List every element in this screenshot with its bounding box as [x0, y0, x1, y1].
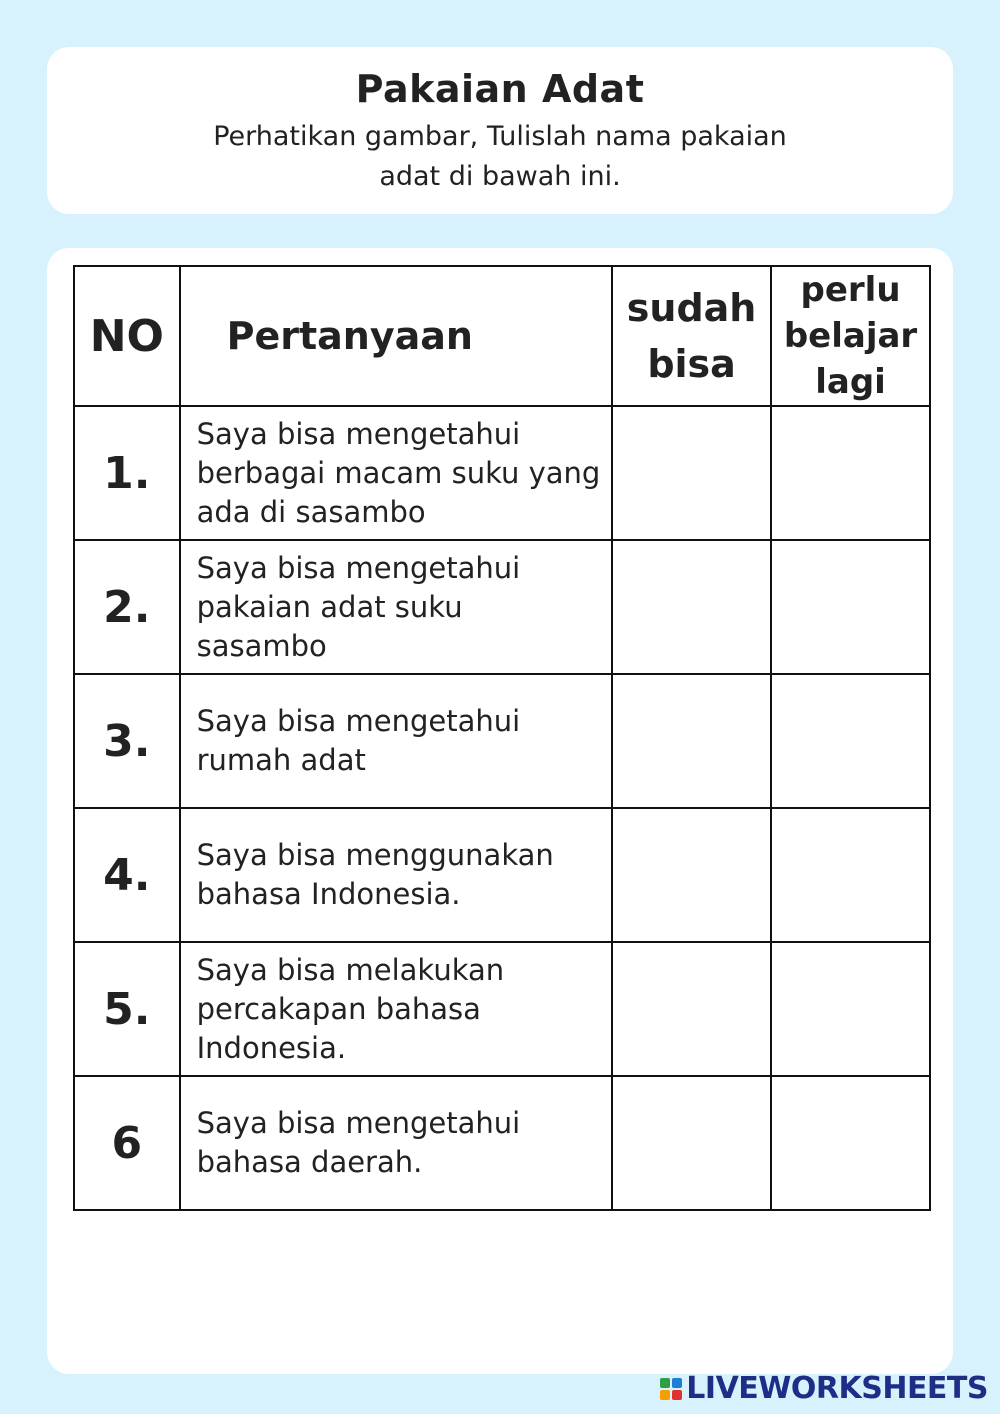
row-number: 6 — [74, 1076, 180, 1210]
answer-cell-learn-more[interactable] — [771, 942, 930, 1076]
logo-square-red — [672, 1390, 682, 1400]
answer-cell-done[interactable] — [612, 406, 771, 540]
self-assessment-table — [73, 265, 931, 1211]
row-question: Saya bisa mengetahui rumah adat — [180, 674, 613, 808]
liveworksheets-logo-icon — [660, 1378, 682, 1400]
row-number: 3. — [74, 674, 180, 808]
header-card — [47, 47, 953, 214]
table-row — [74, 674, 930, 808]
row-question: Saya bisa mengetahui berbagai macam suku yang ada di sasambo — [180, 406, 613, 540]
column-header-learn-more: perlu belajar lagi — [771, 266, 930, 406]
row-number: 5. — [74, 942, 180, 1076]
page-instructions — [47, 117, 953, 197]
answer-cell-learn-more[interactable] — [771, 808, 930, 942]
row-question: Saya bisa mengetahui pakaian adat suku sasambo — [180, 540, 613, 674]
liveworksheets-brand[interactable] — [660, 1371, 988, 1406]
logo-square-blue — [672, 1378, 682, 1388]
instructions-line-2: adat di bawah ini. — [379, 161, 621, 192]
row-question: Saya bisa melakukan percakapan bahasa Indonesia. — [180, 942, 613, 1076]
logo-square-green — [660, 1378, 670, 1388]
column-header-done: sudah bisa — [612, 266, 771, 406]
answer-cell-learn-more[interactable] — [771, 406, 930, 540]
row-question: Saya bisa menggunakan bahasa Indonesia. — [180, 808, 613, 942]
column-header-no: NO — [74, 266, 180, 406]
answer-cell-done[interactable] — [612, 674, 771, 808]
worksheet-card — [47, 248, 953, 1374]
column-header-question: Pertanyaan — [180, 266, 613, 406]
table-row — [74, 1076, 930, 1210]
table-row — [74, 406, 930, 540]
table-row — [74, 808, 930, 942]
table-header-row — [74, 266, 930, 406]
answer-cell-learn-more[interactable] — [771, 540, 930, 674]
answer-cell-learn-more[interactable] — [771, 1076, 930, 1210]
instructions-line-1: Perhatikan gambar, Tulislah nama pakaian — [213, 121, 787, 152]
row-question: Saya bisa mengetahui bahasa daerah. — [180, 1076, 613, 1210]
answer-cell-done[interactable] — [612, 540, 771, 674]
row-number: 4. — [74, 808, 180, 942]
brand-name: LIVEWORKSHEETS — [686, 1371, 988, 1406]
table-row — [74, 942, 930, 1076]
row-number: 1. — [74, 406, 180, 540]
answer-cell-done[interactable] — [612, 942, 771, 1076]
answer-cell-learn-more[interactable] — [771, 674, 930, 808]
page-title: Pakaian Adat — [355, 67, 645, 111]
answer-cell-done[interactable] — [612, 808, 771, 942]
row-number: 2. — [74, 540, 180, 674]
answer-cell-done[interactable] — [612, 1076, 771, 1210]
logo-square-orange — [660, 1390, 670, 1400]
table-row — [74, 540, 930, 674]
